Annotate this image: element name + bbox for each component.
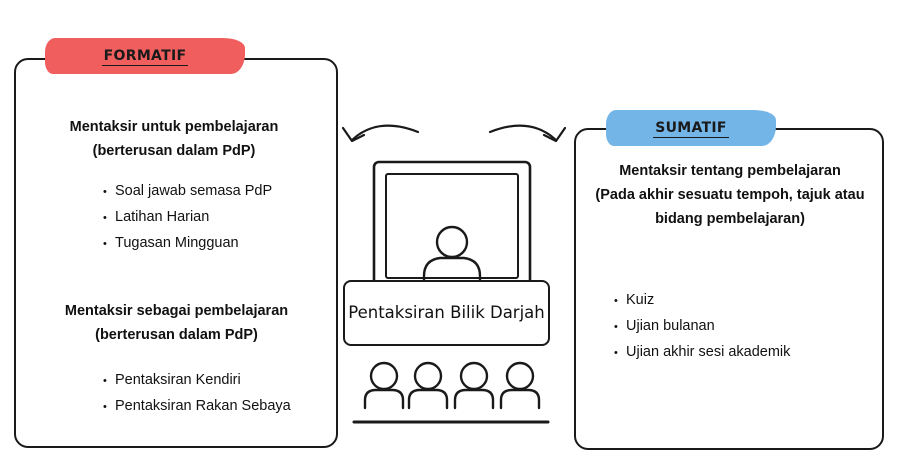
arrow-right-icon bbox=[490, 126, 556, 140]
formatif-heading-2 bbox=[44, 299, 309, 347]
center-label: Pentaksiran Bilik Darjah bbox=[343, 280, 550, 346]
sumatif-tag bbox=[606, 110, 776, 146]
heading-line: Mentaksir tentang pembelajaran bbox=[619, 163, 841, 179]
list-item: • Kuiz bbox=[614, 287, 790, 313]
list-item: • Pentaksiran Kendiri bbox=[103, 367, 291, 393]
heading-line: (Pada akhir sesuatu tempoh, tajuk atau bbox=[595, 187, 865, 203]
audience-icon bbox=[365, 363, 539, 408]
heading-line: (berterusan dalam PdP) bbox=[92, 143, 256, 159]
heading-line: Mentaksir untuk pembelajaran bbox=[69, 119, 279, 135]
presenter-icon bbox=[437, 227, 467, 257]
heading-line: (berterusan dalam PdP) bbox=[95, 327, 258, 343]
formatif-tag bbox=[45, 38, 245, 74]
list-item: • Soal jawab semasa PdP bbox=[103, 178, 272, 204]
list-item: • Ujian akhir sesi akademik bbox=[614, 339, 790, 365]
formatif-tag-label: FORMATIF bbox=[104, 38, 187, 74]
sumatif-heading bbox=[585, 159, 875, 231]
formatif-heading-1 bbox=[44, 115, 304, 163]
arrow-left-icon bbox=[352, 126, 418, 140]
heading-line: Mentaksir sebagai pembelajaran bbox=[64, 303, 289, 319]
list-item: • Pentaksiran Rakan Sebaya bbox=[103, 393, 291, 419]
heading-line: bidang pembelajaran) bbox=[655, 211, 805, 227]
sumatif-tag-label: SUMATIF bbox=[655, 110, 727, 146]
list-item: • Tugasan Mingguan bbox=[103, 230, 272, 256]
list-item: • Latihan Harian bbox=[103, 204, 272, 230]
list-item: • Ujian bulanan bbox=[614, 313, 790, 339]
